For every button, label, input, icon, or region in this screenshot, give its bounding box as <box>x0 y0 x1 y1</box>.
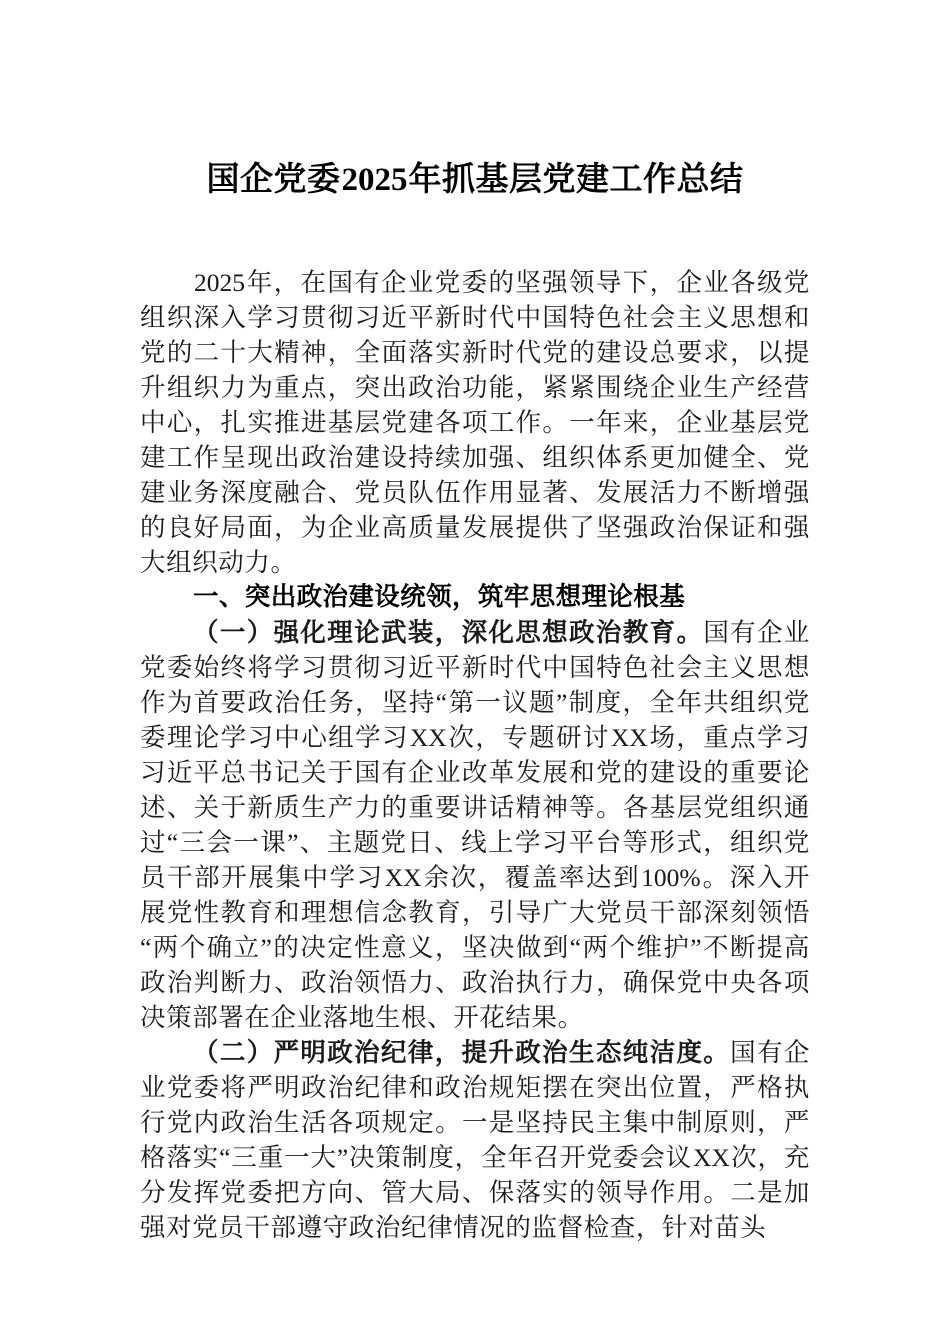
latin-run: 100% <box>641 863 701 892</box>
paragraph-subsection-2 <box>140 1035 810 1245</box>
subsection-1-body: 国有企业党委始终将学习贯彻习近平新时代中国特色社会主义思想作为首要政治任务，坚持“第一议题”制度，全年共组织党委理论学习中心组学习XX次，专题研讨XX场，重点学习习近平总书记关于国有企业改革发展和党的建设的重要论述、关于新质生产力的重要讲话精神等。各基层党组织通过“三会一课”、主题党日、线上学习平台等形式，组织党员干部开展集中学习XX余次，覆盖率达到100%。深入开展党性教育和理想信念教育，引导广大党员干部深刻领悟“两个确立”的决定性意义，坚决做到“两个维护”不断提高政治判断力、政治领悟力、政治执行力，确保党中央各项决策部署在企业落地生根、开花结果。 <box>140 618 811 1032</box>
subsection-2-body: 国有企业党委将严明政治纪律和政治规矩摆在突出位置，严格执行党内政治生活各项规定。一是坚持民主集中制原则，严格落实“三重一大”决策制度，全年召开党委会议XX次，充分发挥党委把方向、管大局、保落实的领导作用。二是加强对党员干部遵守政治纪律情况的监督检查，针对苗头 <box>140 1038 810 1242</box>
page-title: 国企党委2025年抓基层党建工作总结 <box>206 162 744 198</box>
latin-run: XX <box>693 1143 730 1172</box>
latin-run: XX <box>610 723 648 752</box>
subsection-2-lead-in: （二）严明政治纪律，提升政治生态纯洁度。 <box>193 1038 731 1067</box>
document-body <box>140 0 810 1245</box>
paragraph-opening: 2025年，在国有企业党委的坚强领导下，企业各级党组织深入学习贯彻习近平新时代中国特色社会主义思想和党的二十大精神，全面落实新时代党的建设总要求，以提升组织力为重点，突出政治功能，紧紧围绕企业生产经营中心，扎实推进基层党建各项工作。一年来，企业基层党建工作呈现出政治建设持续加强、组织体系更加健全、党建业务深度融合、党员队伍作用显著、发展活力不断增强的良好局面，为企业高质量发展提供了坚强政治保证和强大组织动力。 <box>140 268 810 577</box>
section-heading-1: 一、突出政治建设统领，筑牢思想理论根基 <box>193 583 686 611</box>
latin-run: XX <box>384 863 422 892</box>
latin-run: 2025 <box>194 268 245 297</box>
latin-run: 2025 <box>341 162 408 198</box>
paragraph-subsection-1 <box>140 615 810 1035</box>
subsection-1-lead-in: （一）强化理论武装，深化思想政治教育。 <box>193 618 704 647</box>
latin-run: XX <box>409 723 447 752</box>
